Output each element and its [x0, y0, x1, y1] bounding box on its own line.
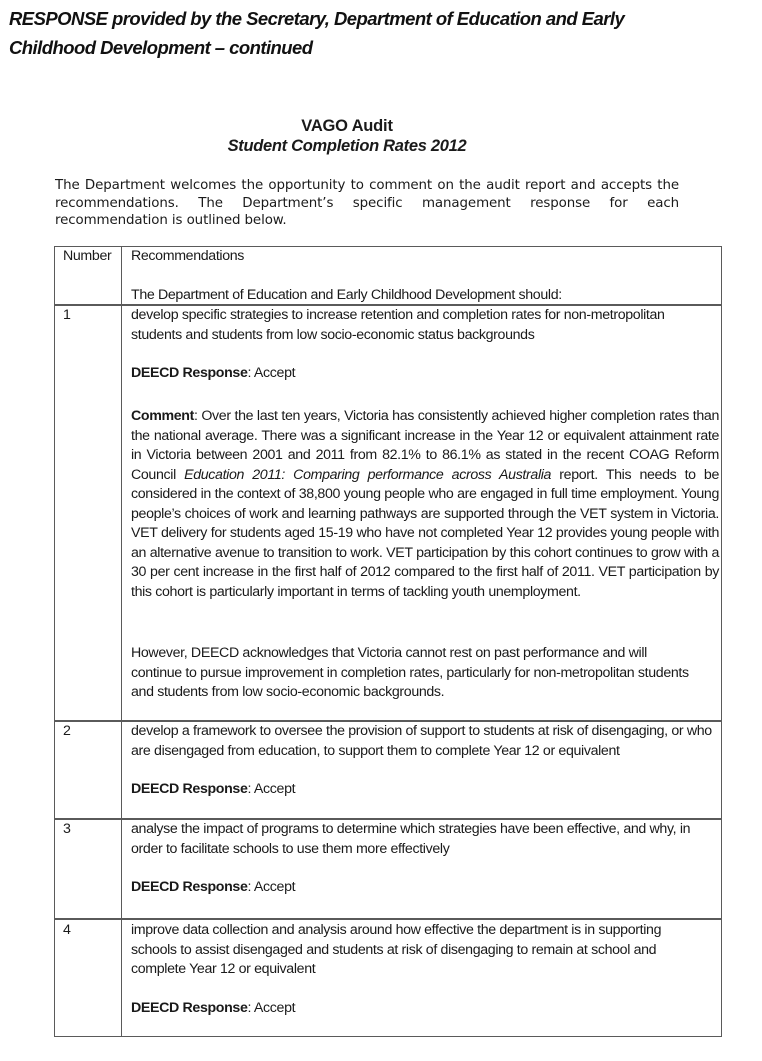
row-number: 1 [63, 307, 71, 323]
row-response: DEECD Response: Accept [131, 879, 296, 895]
row-recommendation: improve data collection and analysis around how effective the department is in supporting schools to assist disengaged and students at risk of disengaging to remain at school and complete Year 12 or equivalent [131, 922, 662, 977]
response-label: DEECD Response [131, 1000, 248, 1016]
comment-report-title: Education 2011: Comparing performance across Australia [184, 466, 552, 483]
page-header-line-2: Childhood Development – continued [9, 37, 313, 58]
response-value: Accept [253, 365, 296, 381]
comment-text-continued: report. This needs to be considered in the context of 38,800 young people who are engaged in full time employment. Young people’s choices of work and learning pathways are supported through the VET system in Victoria. VET delivery for students aged 15-19 who have not completed Year 12 provides young people with an alternative avenue to transition to work. VET participation by this cohort continues to grow with a 30 per cent increase in the first half of 2012 compared to the first half of 2011. VET participation by this cohort is particularly important in terms of tackling youth unemployment. [131, 466, 720, 600]
document-subtitle: Student Completion Rates 2012 [227, 137, 467, 155]
row-recommendation: develop specific strategies to increase retention and completion rates for non-metropolitan students and students from low socio-economic status backgrounds [131, 307, 665, 343]
row-recommendation: analyse the impact of programs to determine which strategies have been effective, and why, in order to facilitate schools to use them more effectively [131, 821, 691, 857]
header-preamble: The Department of Education and Early Childhood Development should: [131, 287, 562, 303]
response-label: DEECD Response [131, 879, 248, 895]
response-label: DEECD Response [131, 781, 248, 797]
response-value: Accept [253, 1000, 296, 1016]
table-row-divider [54, 918, 722, 920]
header-number: Number [63, 248, 112, 264]
row-number: 3 [63, 821, 71, 837]
row-number: 2 [63, 723, 71, 739]
row-recommendation: develop a framework to oversee the provision of support to students at risk of disengaging, or who are disengaged from education, to support them to complete Year 12 or equivalent [131, 723, 712, 759]
row-response: DEECD Response: Accept [131, 781, 296, 797]
row-number: 4 [63, 922, 71, 938]
page-header-line-1: RESPONSE provided by the Secretary, Department of Education and Early [9, 8, 625, 29]
document-title: VAGO Audit [301, 117, 393, 135]
header-recommendations: Recommendations [131, 248, 245, 264]
row-response: DEECD Response: Accept [131, 365, 296, 381]
row-comment: Comment: Over the last ten years, Victoria has consistently achieved higher completion rates than the national average. There was a significant increase in the Year 12 or equivalent attainment rate in Victoria between 2001 and 2011 from 82.1% to 86.1% as stated in the recent COAG Reform Council Education 2011: Comparing performance across Australia report. This needs to be considered in the context of 38,800 young people who are engaged in full time employment. Young people’s choices of work and learning pathways are supported through the VET system in Victoria. VET delivery for students aged 15-19 who have not completed Year 12 provides young people with an alternative avenue to transition to work. VET participation by this cohort continues to grow with a 30 per cent increase in the first half of 2012 compared to the first half of 2011. VET participation by this cohort is particularly important in terms of tackling youth unemployment. [131, 408, 720, 600]
comment-text: Over the last ten years, Victoria has consistently achieved higher completion rates than the national average. There was a significant increase in the Year 12 or equivalent attainment rate in Victoria between 2001 and 2011 from 82.1% to 86.1% as stated in the recent COAG Reform Council [131, 408, 719, 483]
intro-paragraph [55, 177, 679, 230]
comment-label: Comment [131, 408, 194, 424]
response-value: Accept [253, 781, 296, 797]
row-response: DEECD Response: Accept [131, 1000, 296, 1016]
row-followup: However, DEECD acknowledges that Victoria cannot rest on past performance and will continue to pursue improvement in completion rates, particularly for non-metropolitan students and students from low socio-economic backgrounds. [131, 645, 689, 700]
page-header [9, 4, 759, 62]
response-value: Accept [253, 879, 296, 895]
response-label: DEECD Response [131, 365, 248, 381]
intro-text: The Department welcomes the opportunity to comment on the audit report and accepts the recommendations. The Department’s specific management response for each recommendation is outlined below. [55, 178, 679, 228]
